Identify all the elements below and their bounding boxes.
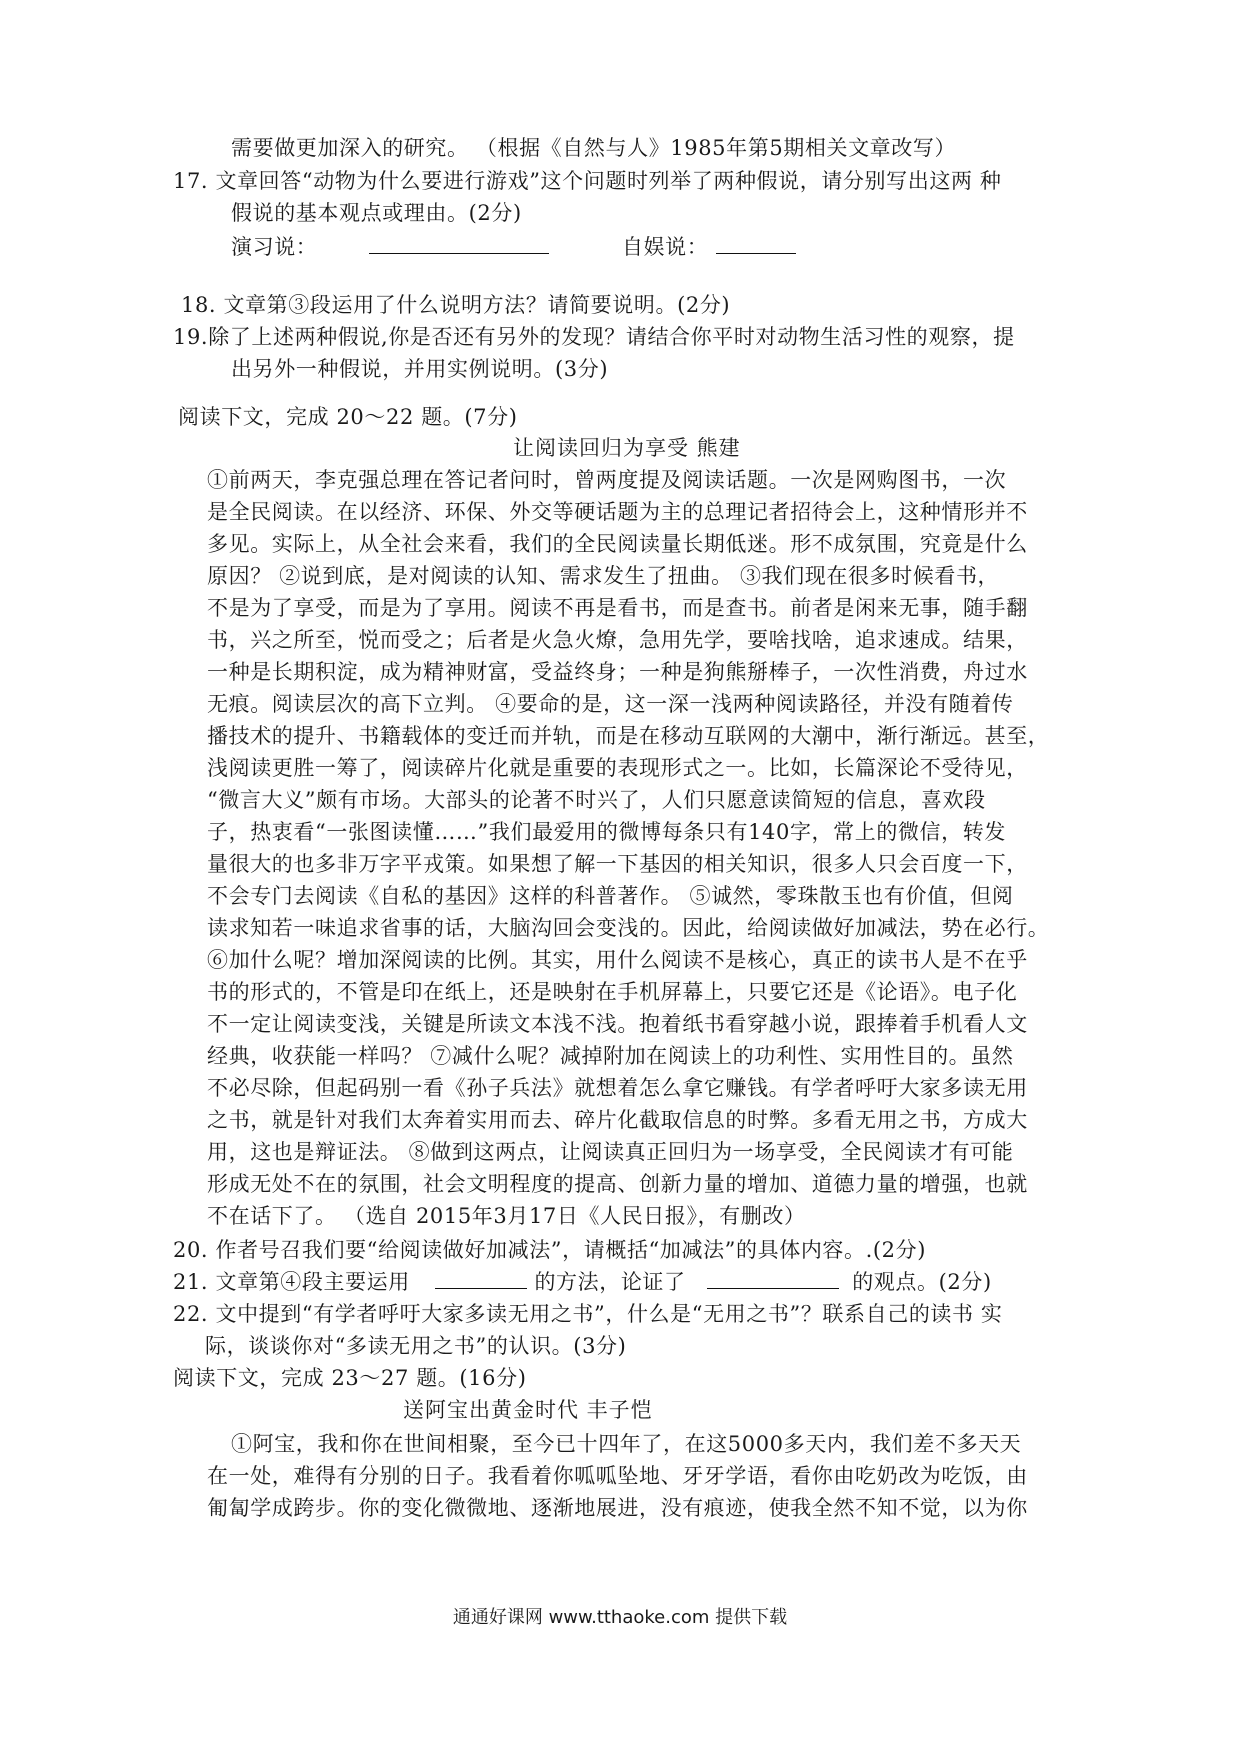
question-21-middle: 的方法，论证了 [534,1270,686,1294]
paragraph-line: 匍匐学成跨步。你的变化微微地、逐渐地展进，没有痕迹，使我全然不知不觉，以为你 [207,1496,1028,1520]
source-note: 需要做更加深入的研究。 （根据《自然与人》1985年第5期相关文章改写） [231,136,957,160]
question-19: 19.除了上述两种假说,你是否还有另外的发现？请结合你平时对动物生活习性的观察，提 [173,325,1015,349]
rehearsal-answer-blank[interactable] [369,233,549,254]
question-17-cont: 假说的基本观点或理由。(2分) [231,201,522,225]
viewpoint-answer-blank[interactable] [707,1268,839,1289]
method-answer-blank[interactable] [435,1268,527,1289]
question-17: 17. 文章回答“动物为什么要进行游戏”这个问题时列举了两种假说，请分别写出这两 种 [173,169,1002,193]
article-title-reading: 让阅读回归为享受 熊建 [513,436,741,460]
question-21 [173,1268,1028,1296]
question-18: 18. 文章第③段运用了什么说明方法？请简要说明。(2分) [181,293,731,317]
paragraph-line: 经典，收获能一样吗？ ⑦减什么呢？减掉附加在阅读上的功利性、实用性目的。虽然 [207,1044,1014,1068]
paragraph-line: 量很大的也多非万字平戎策。如果想了解一下基因的相关知识，很多人只会百度一下， [207,852,1028,876]
page-footer: 通通好课网 www.tthaoke.com 提供下载 [452,1607,788,1628]
paragraph-line: 多见。实际上，从全社会来看，我们的全民阅读量长期低迷。形不成氛围，究竟是什么 [207,532,1028,556]
paragraph-line: 无痕。阅读层次的高下立判。 ④要命的是，这一深一浅两种阅读路径，并没有随着传 [207,692,1014,716]
paragraph-line: 形成无处不在的氛围，社会文明程度的提高、创新力量的增加、道德力量的增强，也就 [207,1172,1028,1196]
paragraph-line: 不必尽除，但起码别一看《孙子兵法》就想着怎么拿它赚钱。有学者呼吁大家多读无用 [207,1076,1028,1100]
paragraph-line: ⑥加什么呢？增加深阅读的比例。其实，用什么阅读不是核心，真正的读书人是不在乎 [207,948,1028,972]
paragraph-line: 书，兴之所至，悦而受之；后者是火急火燎，急用先学，要啥找啥，追求速成。结果， [207,628,1028,652]
paragraph-line: 是全民阅读。在以经济、环保、外交等硬话题为主的总理记者招待会上，这种情形并不 [207,500,1028,524]
paragraph-line: 子，热衷看“一张图读懂……”我们最爱用的微博每条只有140字，常上的微信，转发 [207,820,1006,844]
paragraph-line: ①阿宝，我和你在世间相聚，至今已十四年了，在这5000多天内，我们差不多天天 [231,1432,1022,1456]
paragraph-line: 一种是长期积淀，成为精神财富，受益终身；一种是狗熊掰棒子，一次性消费，舟过水 [207,660,1028,684]
paragraph-line: 不一定让阅读变浅，关键是所读文本浅不浅。抱着纸书看穿越小说，跟捧着手机看人文 [207,1012,1028,1036]
paragraph-line: ①前两天，李克强总理在答记者问时，曾两度提及阅读话题。一次是网购图书，一次 [207,468,1007,492]
paragraph-line: 播技术的提升、书籍载体的变迁而并轨，而是在移动互联网的大潮中，渐行渐远。甚至， [207,724,1050,748]
question-17-answers [231,233,1086,261]
paragraph-line: 之书，就是针对我们太奔着实用而去、碎片化截取信息的时弊。多看无用之书，方成大 [207,1108,1028,1132]
paragraph-line: 读求知若一味追求省事的话，大脑沟回会变浅的。因此，给阅读做好加减法，势在必行。 [207,916,1050,940]
paragraph-line: 书的形式的，不管是印在纸上，还是映射在手机屏幕上，只要它还是《论语》。电子化 [207,980,1018,1004]
paragraph-line: 用，这也是辩证法。 ⑧做到这两点，让阅读真正回归为一场享受，全民阅读才有可能 [207,1140,1014,1164]
question-19-cont: 出另外一种假说，并用实例说明。(3分) [231,357,609,381]
question-22: 22. 文中提到“有学者呼吁大家多读无用之书”，什么是“无用之书”？联系自己的读书 实 [173,1302,1003,1326]
paragraph-line: 在一处，难得有分别的日子。我看着你呱呱坠地、牙牙学语，看你由吃奶改为吃饭，由 [207,1464,1028,1488]
question-20: 20. 作者号召我们要“给阅读做好加减法”，请概括“加减法”的具体内容。.(2分) [173,1238,927,1262]
rehearsal-label: 演习说： [231,235,318,259]
paragraph-line: 原因？ ②说到底，是对阅读的认知、需求发生了扭曲。 ③我们现在很多时候看书， [207,564,1000,588]
paragraph-line: 不会专门去阅读《自私的基因》这样的科普著作。 ⑤诚然，零珠散玉也有价值，但阅 [207,884,1014,908]
article-title-abao: 送阿宝出黄金时代 丰子恺 [403,1398,653,1422]
paragraph-line: 不在话下了。 （选自 2015年3月17日《人民日报》，有删改） [207,1204,806,1228]
question-21-prefix: 21. 文章第④段主要运用 [173,1270,410,1294]
paragraph-line: 浅阅读更胜一筹了，阅读碎片化就是重要的表现形式之一。比如，长篇深论不受待见， [207,756,1028,780]
paragraph-line: 不是为了享受，而是为了享用。阅读不再是看书，而是查书。前者是闲来无事，随手翻 [207,596,1028,620]
self-amusement-answer-blank[interactable] [716,233,796,254]
question-21-suffix: 的观点。(2分) [852,1270,992,1294]
paragraph-line: “微言大义”颇有市场。大部头的论著不时兴了，人们只愿意读简短的信息，喜欢段 [207,788,986,812]
section-instruction-20-22: 阅读下文，完成 20～22 题。(7分) [178,405,518,429]
section-instruction-23-27: 阅读下文，完成 23～27 题。(16分) [173,1366,527,1390]
self-amusement-label: 自娱说： [621,235,709,259]
question-22-cont: 际，谈谈你对“多读无用之书”的认识。(3分) [205,1334,627,1358]
